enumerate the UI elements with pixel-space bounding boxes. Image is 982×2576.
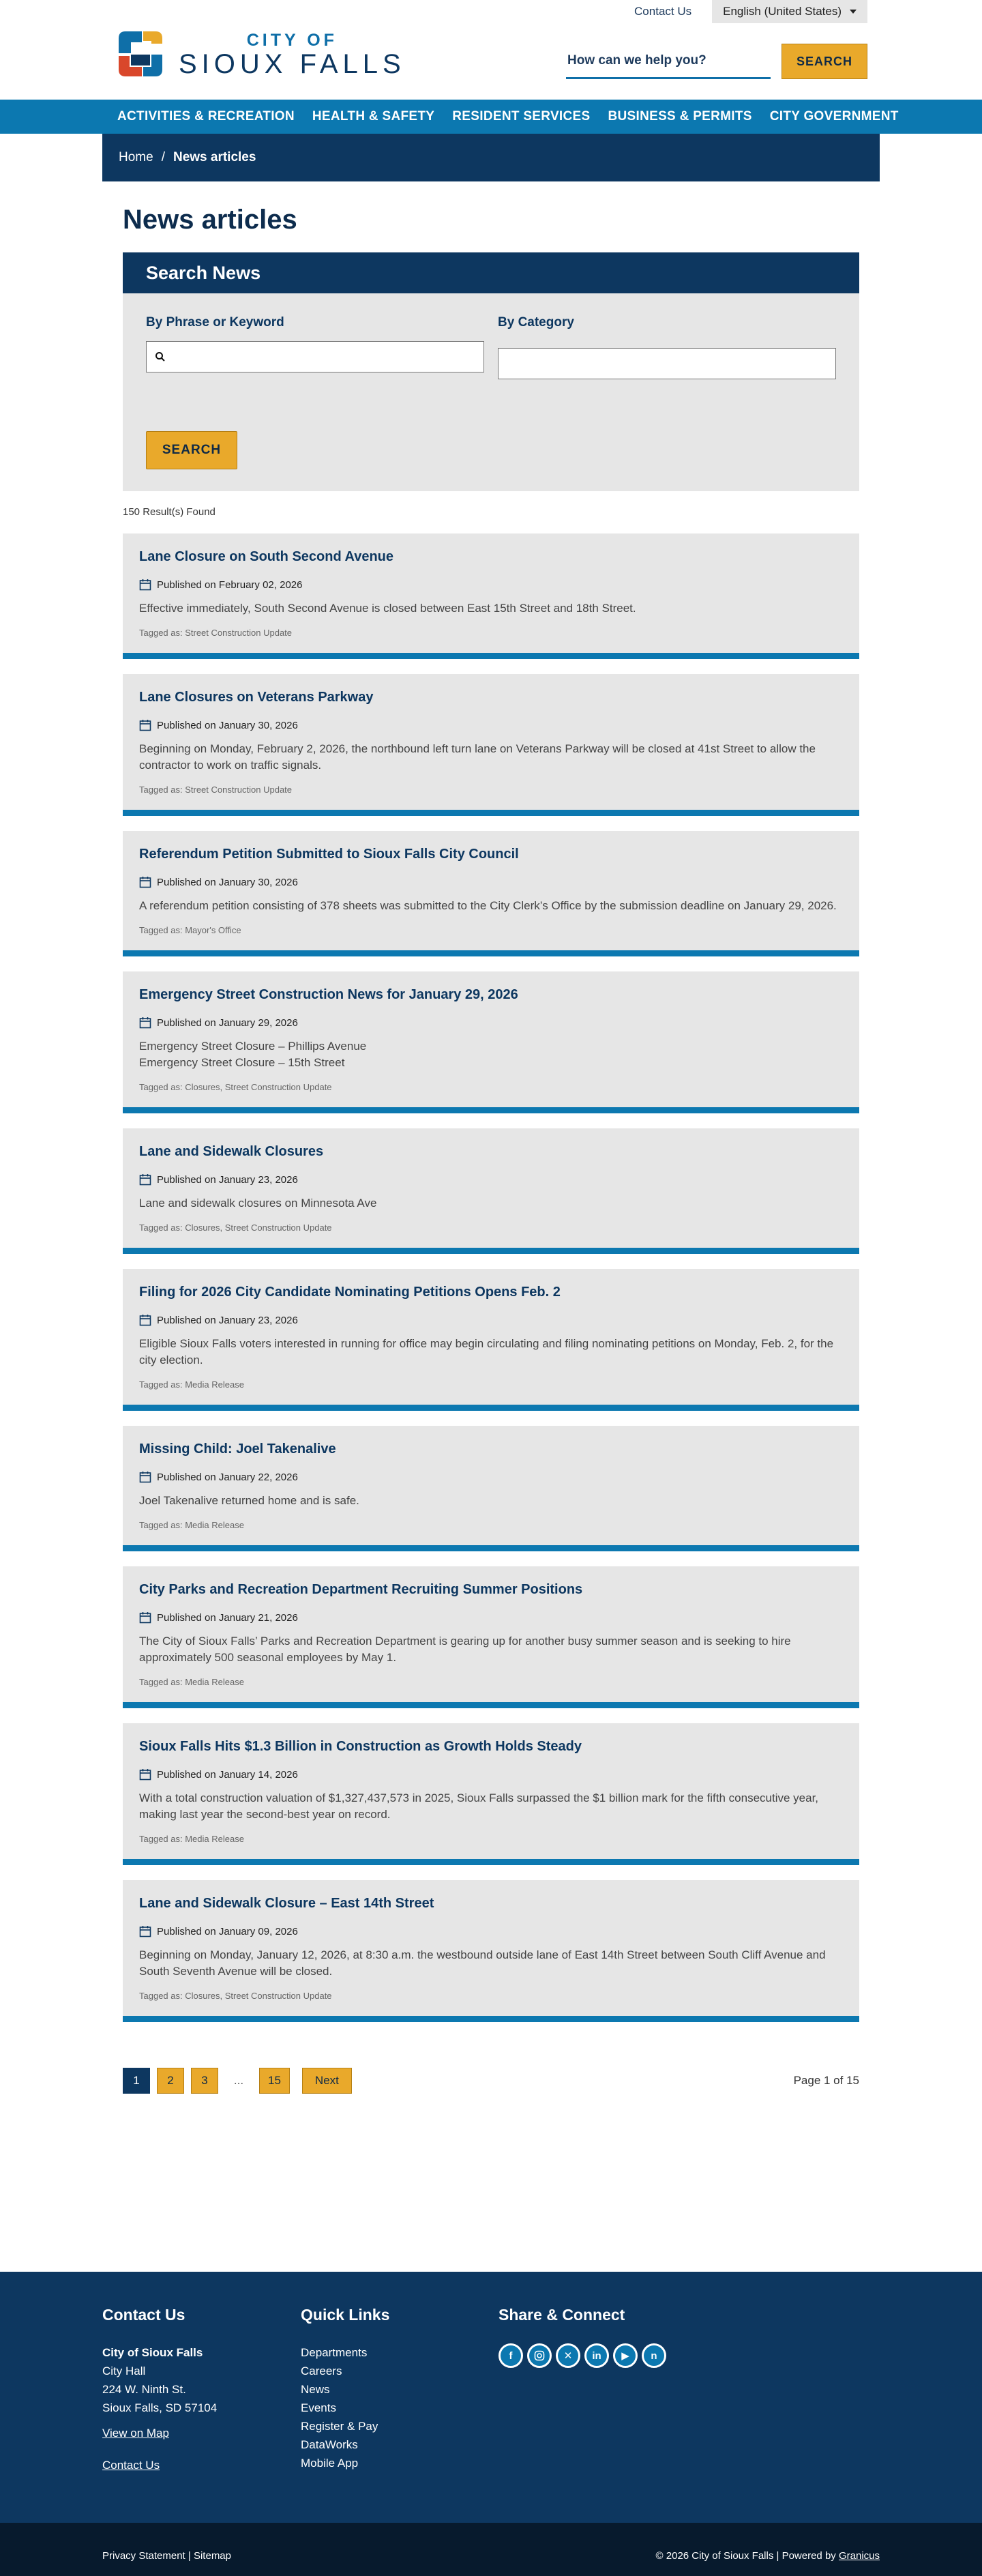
calendar-icon bbox=[139, 579, 151, 591]
breadcrumb-separator: / bbox=[161, 150, 165, 164]
article-date-text: Published on January 30, 2026 bbox=[157, 876, 298, 888]
article-description: Eligible Sioux Falls voters interested in running for office may begin circulating and filing nominating petitions on Monday, Feb. 2, for the city election. bbox=[139, 1337, 834, 1366]
privacy-statement-link[interactable]: Privacy Statement bbox=[102, 2550, 185, 2562]
article-tags: Tagged as: Closures, Street Construction Update bbox=[139, 1991, 332, 2001]
main-content bbox=[123, 181, 859, 2094]
contact-us-link[interactable]: Contact Us bbox=[634, 5, 692, 18]
share-connect-heading: Share & Connect bbox=[499, 2306, 625, 2324]
logo-mark-icon bbox=[115, 26, 166, 82]
page-1-button[interactable]: 1 bbox=[123, 2068, 150, 2094]
article-tags: Tagged as: Media Release bbox=[139, 1834, 244, 1844]
article-description: Beginning on Monday, February 2, 2026, the northbound left turn lane on Veterans Parkway will be closed at 41st Street to allow the contractor to work on traffic signals. bbox=[139, 742, 816, 772]
footer-share bbox=[499, 2306, 666, 2368]
article-date bbox=[139, 876, 843, 888]
breadcrumb-current: News articles bbox=[173, 150, 256, 164]
article-title[interactable]: Filing for 2026 City Candidate Nominating Petitions Opens Feb. 2 bbox=[139, 1285, 561, 1300]
article-date-text: Published on February 02, 2026 bbox=[157, 579, 303, 591]
nav-city-government[interactable]: CITY GOVERNMENT bbox=[769, 109, 899, 123]
article-date bbox=[139, 1768, 843, 1781]
article-date bbox=[139, 719, 843, 731]
footer-link-careers[interactable]: Careers bbox=[301, 2365, 342, 2377]
article-tags: Tagged as: Media Release bbox=[139, 1379, 244, 1390]
article-tags: Tagged as: Street Construction Update bbox=[139, 785, 293, 795]
footer-link-register-pay[interactable]: Register & Pay bbox=[301, 2420, 378, 2433]
utility-bar bbox=[634, 0, 867, 23]
article-date-text: Published on January 23, 2026 bbox=[157, 1314, 298, 1326]
article-tags: Tagged as: Street Construction Update bbox=[139, 628, 293, 638]
calendar-icon bbox=[139, 1768, 151, 1781]
language-label: English (United States) bbox=[723, 5, 842, 18]
pagination-ellipsis: ... bbox=[233, 2074, 244, 2087]
site-search-button[interactable]: SEARCH bbox=[782, 44, 867, 79]
page-last-button[interactable]: 15 bbox=[259, 2068, 290, 2094]
search-news-panel bbox=[123, 252, 859, 491]
article-title[interactable]: Referendum Petition Submitted to Sioux Falls City Council bbox=[139, 847, 519, 862]
article-date bbox=[139, 1471, 843, 1483]
article-title[interactable]: City Parks and Recreation Department Recruiting Summer Positions bbox=[139, 1582, 583, 1597]
caret-down-icon bbox=[850, 10, 857, 14]
calendar-icon bbox=[139, 1925, 151, 1937]
calendar-icon bbox=[139, 1173, 151, 1186]
article-date-text: Published on January 14, 2026 bbox=[157, 1768, 298, 1781]
breadcrumb bbox=[102, 134, 880, 181]
article-date-text: Published on January 29, 2026 bbox=[157, 1016, 298, 1029]
article-title[interactable]: Lane Closure on South Second Avenue bbox=[139, 549, 394, 564]
footer-contact bbox=[102, 2306, 217, 2474]
breadcrumb-home[interactable]: Home bbox=[119, 150, 153, 164]
calendar-icon bbox=[139, 1471, 151, 1483]
article-date-text: Published on January 22, 2026 bbox=[157, 1471, 298, 1483]
calendar-icon bbox=[139, 876, 151, 888]
footer-copyright bbox=[656, 2550, 880, 2562]
copyright-text: © 2026 City of Sioux Falls | Powered by bbox=[655, 2550, 836, 2562]
article-title[interactable]: Lane and Sidewalk Closures bbox=[139, 1144, 324, 1159]
article-title[interactable]: Lane and Sidewalk Closure – East 14th Street bbox=[139, 1896, 434, 1911]
article-date bbox=[139, 1016, 843, 1029]
article-card bbox=[123, 971, 859, 1113]
calendar-icon bbox=[139, 1314, 151, 1326]
page-2-button[interactable]: 2 bbox=[157, 2068, 184, 2094]
article-title[interactable]: Sioux Falls Hits $1.3 Billion in Construction as Growth Holds Steady bbox=[139, 1739, 582, 1754]
article-description: Emergency Street Closure – Phillips Avenue bbox=[139, 1040, 367, 1053]
site-footer bbox=[0, 2272, 982, 2523]
sitemap-link[interactable]: Sitemap bbox=[193, 2550, 231, 2562]
nav-activities-recreation[interactable]: ACTIVITIES & RECREATION bbox=[117, 109, 295, 123]
footer-quick-links bbox=[301, 2306, 389, 2472]
footer-org: City of Sioux Falls bbox=[102, 2346, 203, 2359]
quick-links-heading: Quick Links bbox=[301, 2306, 390, 2324]
footer-link-departments[interactable]: Departments bbox=[301, 2346, 368, 2359]
article-description: Lane and sidewalk closures on Minnesota Ave bbox=[139, 1197, 377, 1210]
article-date bbox=[139, 1314, 843, 1326]
search-icon bbox=[155, 351, 166, 362]
article-tags: Tagged as: Mayor's Office bbox=[139, 925, 241, 935]
article-description: A referendum petition consisting of 378 sheets was submitted to the City Clerk’s Office by the submission deadline on January 29, 2026. bbox=[139, 899, 837, 912]
article-date bbox=[139, 1173, 843, 1186]
article-description: The City of Sioux Falls’ Parks and Recreation Department is gearing up for another busy summer season and is seeking to hire approximately 500 seasonal employees by May 1. bbox=[139, 1635, 791, 1664]
footer-contact-heading: Contact Us bbox=[102, 2306, 185, 2324]
article-description-line-2: Emergency Street Closure – 15th Street bbox=[139, 1056, 345, 1069]
search-news-button[interactable]: SEARCH bbox=[146, 431, 237, 469]
site-search bbox=[566, 44, 867, 79]
article-card bbox=[123, 1128, 859, 1254]
category-label: By Category bbox=[498, 315, 574, 330]
footer-link-mobile-app[interactable]: Mobile App bbox=[301, 2457, 359, 2470]
nav-business-permits[interactable]: BUSINESS & PERMITS bbox=[608, 109, 752, 123]
view-on-map-link[interactable]: View on Map bbox=[102, 2427, 169, 2440]
main-navigation bbox=[0, 100, 982, 134]
footer-legal-links bbox=[102, 2550, 231, 2562]
footer-link-dataworks[interactable]: DataWorks bbox=[301, 2438, 358, 2451]
article-date-text: Published on January 30, 2026 bbox=[157, 719, 298, 731]
article-list bbox=[123, 533, 859, 2022]
logo-line-2: SIOUX FALLS bbox=[179, 48, 406, 79]
article-card bbox=[123, 1269, 859, 1411]
article-card bbox=[123, 1723, 859, 1865]
article-date-text: Published on January 23, 2026 bbox=[157, 1173, 298, 1186]
nav-health-safety[interactable]: HEALTH & SAFETY bbox=[312, 109, 435, 123]
footer-contact-link[interactable]: Contact Us bbox=[102, 2459, 160, 2472]
article-date bbox=[139, 1611, 843, 1624]
article-description: With a total construction valuation of $1,327,437,573 in 2025, Sioux Falls surpassed the $1 billion mark for the fifth consecutive year, making last year the second-best year on record. bbox=[139, 1791, 819, 1821]
x-icon[interactable]: ✕ bbox=[556, 2343, 580, 2368]
next-page-button[interactable]: Next bbox=[302, 2068, 352, 2094]
site-logo[interactable] bbox=[115, 26, 406, 82]
article-date bbox=[139, 579, 843, 591]
article-title[interactable]: Emergency Street Construction News for January 29, 2026 bbox=[139, 987, 518, 1002]
pagination bbox=[123, 2067, 859, 2094]
footer-address-3: Sioux Falls, SD 57104 bbox=[102, 2401, 218, 2414]
article-title[interactable]: Lane Closures on Veterans Parkway bbox=[139, 690, 374, 705]
article-card bbox=[123, 1566, 859, 1708]
article-date-text: Published on January 21, 2026 bbox=[157, 1611, 298, 1624]
page-title: News articles bbox=[123, 205, 297, 235]
footer-address-2: 224 W. Ninth St. bbox=[102, 2383, 186, 2396]
page-3-button[interactable]: 3 bbox=[191, 2068, 218, 2094]
article-card bbox=[123, 533, 859, 659]
facebook-icon[interactable]: f bbox=[499, 2343, 523, 2368]
article-description: Effective immediately, South Second Avenue is closed between East 15th Street and 18th Street. bbox=[139, 602, 636, 615]
site-search-input[interactable]: How can we help you? bbox=[566, 44, 771, 79]
footer-link-events[interactable]: Events bbox=[301, 2401, 336, 2414]
article-card bbox=[123, 674, 859, 816]
article-tags: Tagged as: Media Release bbox=[139, 1520, 244, 1530]
footer-address-1: City Hall bbox=[102, 2365, 146, 2377]
calendar-icon bbox=[139, 1611, 151, 1624]
granicus-link[interactable]: Granicus bbox=[838, 2550, 880, 2562]
logo-wordmark bbox=[179, 31, 406, 78]
footer-separator: | bbox=[188, 2550, 194, 2562]
search-news-heading: Search News bbox=[123, 252, 859, 293]
nav-resident-services[interactable]: RESIDENT SERVICES bbox=[452, 109, 591, 123]
article-tags: Tagged as: Closures, Street Construction Update bbox=[139, 1082, 332, 1092]
social-links bbox=[499, 2343, 666, 2368]
logo-line-1: CITY OF bbox=[246, 30, 338, 50]
article-title[interactable]: Missing Child: Joel Takenalive bbox=[139, 1441, 336, 1457]
page-info: Page 1 of 15 bbox=[793, 2074, 859, 2087]
article-card bbox=[123, 1426, 859, 1551]
footer-bottom-bar bbox=[0, 2523, 982, 2576]
article-description: Beginning on Monday, January 12, 2026, at 8:30 a.m. the westbound outside lane of East 14th Street between South Cliff Avenue and South Seventh Avenue will be closed. bbox=[139, 1948, 826, 1978]
youtube-icon[interactable]: ▶ bbox=[613, 2343, 638, 2368]
linkedin-icon[interactable]: in bbox=[584, 2343, 609, 2368]
article-date bbox=[139, 1925, 843, 1937]
nextdoor-icon[interactable]: n bbox=[642, 2343, 666, 2368]
keyword-input[interactable] bbox=[146, 341, 484, 372]
category-select[interactable] bbox=[498, 348, 836, 379]
instagram-icon[interactable] bbox=[527, 2343, 552, 2368]
article-description: Joel Takenalive returned home and is safe. bbox=[139, 1494, 359, 1507]
site-header bbox=[0, 23, 982, 100]
article-tags: Tagged as: Media Release bbox=[139, 1677, 244, 1687]
footer-link-news[interactable]: News bbox=[301, 2383, 330, 2396]
article-date-text: Published on January 09, 2026 bbox=[157, 1925, 298, 1937]
language-selector[interactable] bbox=[712, 0, 867, 23]
article-tags: Tagged as: Closures, Street Construction Update bbox=[139, 1223, 332, 1233]
results-count: 150 Result(s) Found bbox=[123, 506, 215, 518]
calendar-icon bbox=[139, 1016, 151, 1029]
article-card bbox=[123, 1880, 859, 2022]
calendar-icon bbox=[139, 719, 151, 731]
keyword-label: By Phrase or Keyword bbox=[146, 315, 284, 330]
article-card bbox=[123, 831, 859, 956]
